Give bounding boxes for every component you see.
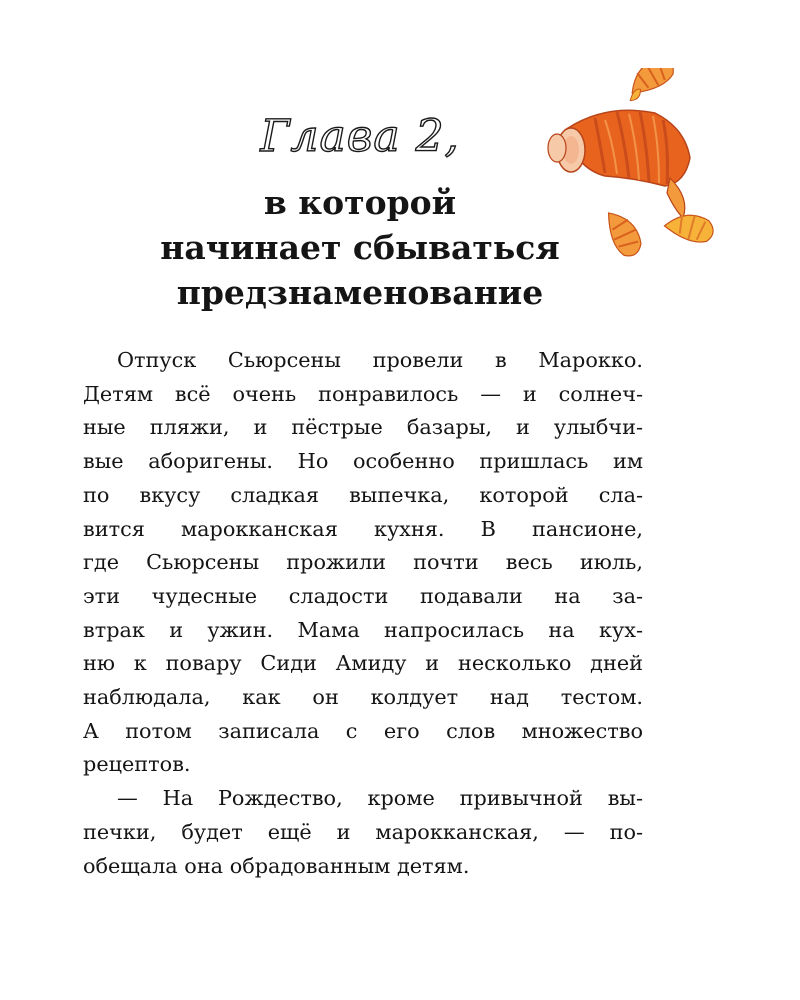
text-line: по вкусу сладкая выпечка, которой сла-	[83, 482, 643, 507]
text-line: втрак и ужин. Мама напросилась на кух-	[83, 617, 643, 642]
subtitle-line: в которой	[263, 183, 457, 222]
text-line: обещала она обрадованным детям.	[83, 853, 470, 878]
small-croissant-icon	[663, 206, 717, 247]
text-line: ные пляжи, и пёстрые базары, и улыбчи-	[83, 415, 643, 440]
text-line: наблюдала, как он колдует над тестом.	[83, 685, 643, 710]
subtitle-line: начинает сбываться	[160, 228, 560, 267]
text-line: вые аборигены. Но особенно пришлась им	[83, 449, 643, 474]
subtitle-line: предзнаменование	[176, 273, 544, 312]
text-line: — На Рождество, кроме привычной вы-	[117, 786, 643, 811]
text-line: вится марокканская кухня. В пансионе,	[83, 516, 643, 541]
text-line: Отпуск Сьюрсены провели в Марокко.	[117, 348, 643, 372]
text-line: эти чудесные сладости подавали на за-	[83, 583, 643, 608]
chapter-subtitle	[140, 180, 580, 315]
chapter-title: Глава 2,	[260, 111, 460, 162]
text-line: где Сьюрсены прожили почти весь июль,	[83, 550, 643, 575]
text-line: ню к повару Сиди Амиду и несколько дней	[83, 651, 643, 676]
text-line: печки, будет ещё и марокканская, — по-	[83, 819, 643, 844]
sliced-croissant-icon	[548, 110, 690, 218]
small-croissant-icon	[619, 68, 679, 102]
text-line: Детям всё очень понравилось — и солнеч-	[83, 381, 643, 406]
chapter-body	[83, 344, 643, 883]
small-croissant-icon	[604, 206, 645, 260]
text-line: А потом записала с его слов множество	[83, 718, 643, 743]
croissants-icon	[545, 68, 735, 268]
text-line: рецептов.	[83, 752, 191, 777]
